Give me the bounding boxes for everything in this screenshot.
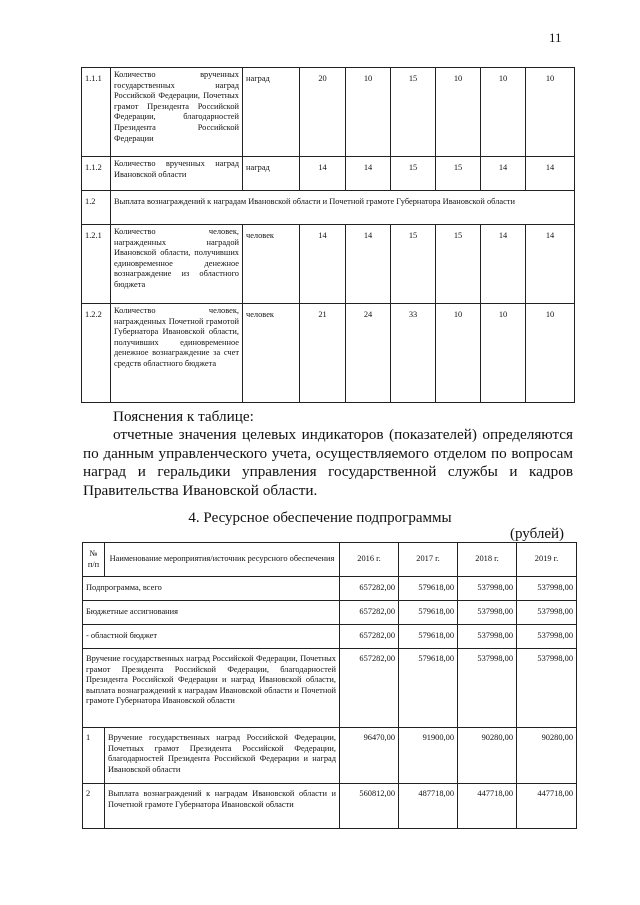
row-name: Бюджетные ассигнования [83,601,340,625]
header-name: Наименование мероприятия/источник ресурсного обеспечения [105,543,340,577]
row-name: Вручение государственных наград Российской Федерации, Почетных грамот Президента Российской Федерации, благодарностей Президента Российской Федерации и наград Ивановской области, выплата вознаграждений к наградам Ивановской области и Почетной грамоте Губернатора Ивановской области [83,649,340,728]
resources-table [82,542,577,829]
indicator-value: 15 [391,68,436,157]
indicator-value: 14 [346,225,391,304]
header-year: 2018 г. [458,543,517,577]
row-code: 1.2.1 [82,225,111,304]
indicator-value: 14 [526,225,575,304]
row-num: 2 [83,784,105,829]
indicator-value: 10 [436,68,481,157]
row-value: 657282,00 [340,601,399,625]
indicator-value: 10 [346,68,391,157]
row-value: 537998,00 [458,601,517,625]
table-row [83,784,577,829]
indicator-value: 15 [391,157,436,191]
table-row [83,577,577,601]
row-value: 579618,00 [399,601,458,625]
indicator-name: Количество человек, награжденных наградой Ивановской области, получивших единовременное денежное вознаграждение из областного бюджета [111,225,243,304]
row-value: 537998,00 [517,601,577,625]
units-label: (рублей) [510,526,565,542]
row-value: 657282,00 [340,577,399,601]
indicator-value: 10 [526,68,575,157]
indicator-unit: человек [243,304,300,403]
table-row [82,68,575,157]
row-value: 537998,00 [458,577,517,601]
row-value: 537998,00 [517,577,577,601]
table-notes [83,408,573,500]
indicator-value: 15 [436,157,481,191]
indicator-value: 10 [481,304,526,403]
indicator-value: 15 [436,225,481,304]
table-row [82,304,575,403]
header-num: № п/п [83,543,105,577]
indicator-name: Количество врученных государственных наград Российской Федерации, Почетных грамот Президента Российской Федерации, благодарностей Президента Российской Федерации [111,68,243,157]
indicator-value: 10 [436,304,481,403]
indicator-value: 21 [300,304,346,403]
indicator-unit: человек [243,225,300,304]
table-row [83,728,577,784]
indicator-value: 14 [300,225,346,304]
indicator-group-title: Выплата вознаграждений к наградам Ивановской области и Почетной грамоте Губернатора Ивановской области [111,191,575,225]
indicator-value: 14 [481,225,526,304]
indicator-unit: наград [243,157,300,191]
indicator-value: 15 [391,225,436,304]
row-value: 447718,00 [517,784,577,829]
row-value: 537998,00 [458,625,517,649]
row-code: 1.1.1 [82,68,111,157]
indicator-value: 14 [300,157,346,191]
row-value: 579618,00 [399,649,458,728]
header-year: 2017 г. [399,543,458,577]
indicator-value: 14 [346,157,391,191]
row-value: 579618,00 [399,625,458,649]
table-row [82,225,575,304]
indicator-value: 24 [346,304,391,403]
row-name: Подпрограмма, всего [83,577,340,601]
row-value: 537998,00 [458,649,517,728]
row-value: 91900,00 [399,728,458,784]
indicator-value: 14 [481,157,526,191]
indicator-value: 33 [391,304,436,403]
table-header-row [83,543,577,577]
table-row [83,649,577,728]
row-value: 487718,00 [399,784,458,829]
indicator-value: 14 [526,157,575,191]
row-name: - областной бюджет [83,625,340,649]
row-name: Выплата вознаграждений к наградам Ивановской области и Почетной грамоте Губернатора Ивановской области [105,784,340,829]
row-value: 579618,00 [399,577,458,601]
table-row [83,601,577,625]
row-code: 1.2 [82,191,111,225]
table-row [82,191,575,225]
page-number: 11 [549,30,562,45]
table-row [82,157,575,191]
table-row [83,625,577,649]
row-value: 560812,00 [340,784,399,829]
header-year: 2016 г. [340,543,399,577]
row-value: 537998,00 [517,625,577,649]
notes-heading: Пояснения к таблице: [113,408,254,425]
row-value: 90280,00 [517,728,577,784]
row-value: 537998,00 [517,649,577,728]
row-num: 1 [83,728,105,784]
row-value: 657282,00 [340,625,399,649]
row-code: 1.2.2 [82,304,111,403]
row-value: 657282,00 [340,649,399,728]
row-name: Вручение государственных наград Российской Федерации, Почетных грамот Президента Российской Федерации, благодарностей Президента Российской Федерации и наград Ивановской области [105,728,340,784]
notes-text: отчетные значения целевых индикаторов (показателей) определяются по данным управленческого учета, осуществляемого отделом по вопросам наград и геральдики управления государственной службы и кадров Правительства Ивановской области. [83,426,573,499]
row-value: 96470,00 [340,728,399,784]
row-code: 1.1.2 [82,157,111,191]
indicator-name: Количество человек, награжденных Почетной грамотой Губернатора Ивановской области, получивших единовременное денежное вознаграждение за счет средств областного бюджета [111,304,243,403]
indicator-name: Количество врученных наград Ивановской области [111,157,243,191]
indicator-value: 10 [481,68,526,157]
indicator-unit: наград [243,68,300,157]
row-value: 90280,00 [458,728,517,784]
header-year: 2019 г. [517,543,577,577]
indicator-value: 20 [300,68,346,157]
section-title: 4. Ресурсное обеспечение подпрограммы [188,510,452,526]
indicators-table [81,67,575,403]
row-value: 447718,00 [458,784,517,829]
indicator-value: 10 [526,304,575,403]
